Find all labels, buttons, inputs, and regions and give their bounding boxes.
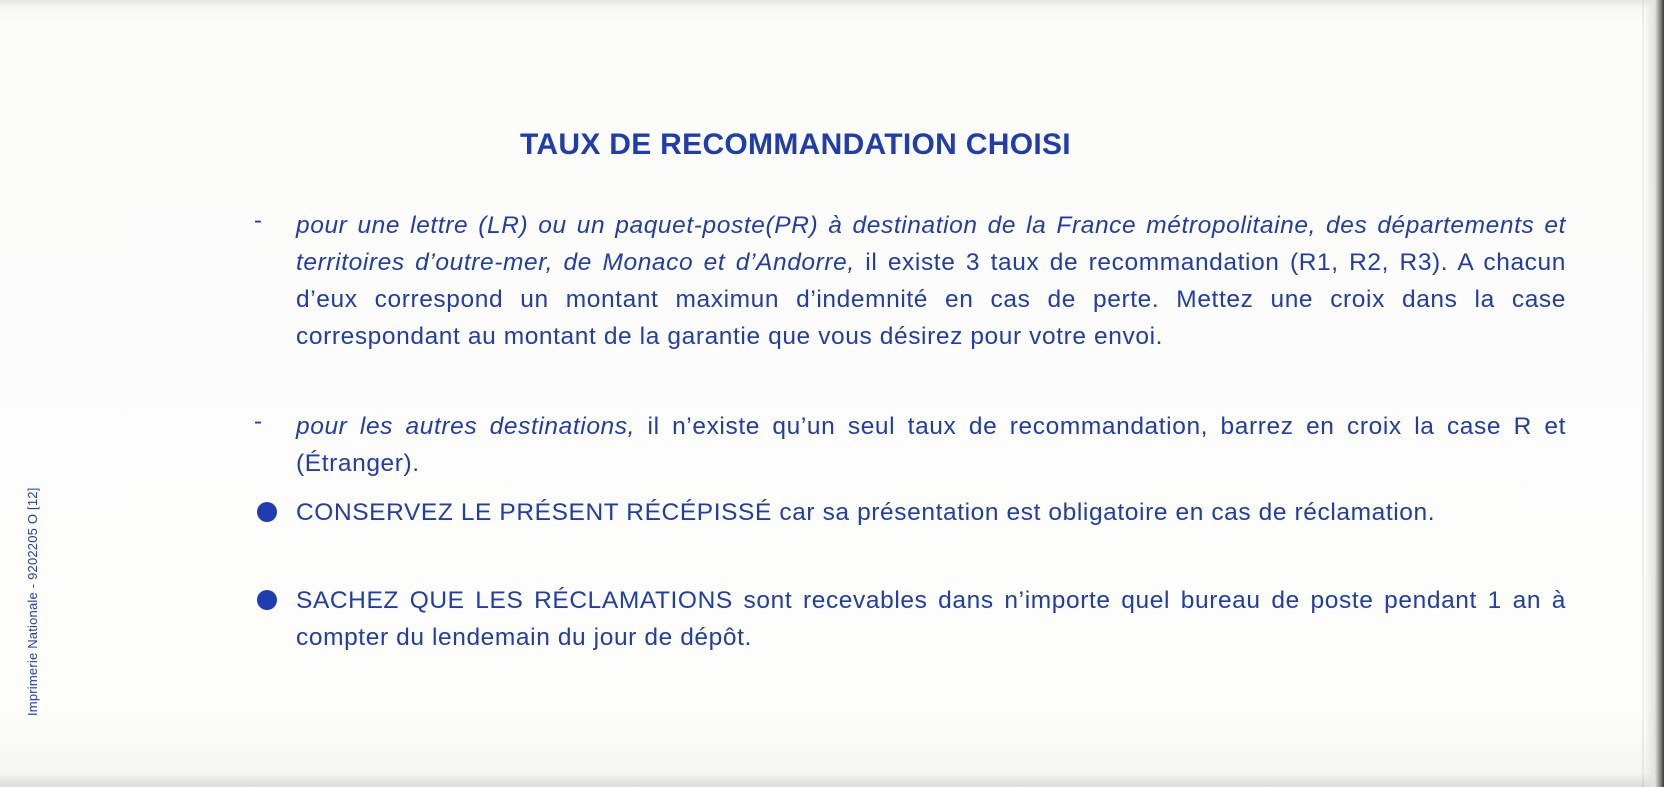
round-bullet-icon: [257, 590, 277, 610]
instruction-italic: pour les autres destinations,: [296, 413, 636, 440]
instruction-italic: pour une lettre (LR) ou un paquet-poste(PR) à destination de la France métropolitaine, des départements et territoires d’outre-mer, de Monaco et d’Andorre,: [296, 212, 1566, 276]
notice-lead: CONSERVEZ LE PRÉSENT RÉCÉPISSÉ: [296, 499, 772, 526]
notice-claims: [254, 582, 1614, 656]
round-bullet-icon: [257, 502, 277, 522]
paper-right-edge: [1644, 0, 1664, 787]
notice-normal: car sa présentation est obligatoire en cas de réclamation.: [771, 499, 1436, 526]
instruction-text: [296, 408, 1566, 482]
notice-keep-receipt: [254, 494, 1614, 531]
instruction-text: [296, 207, 1566, 355]
paper-top-edge: [0, 0, 1664, 8]
instruction-normal: il existe 3 taux de recommandation (R1, R2, R3). A chacun d’eux correspond un montant maximun d’indemnité en cas de perte. Mettez une croix dans la case correspondant au montant de la garantie que vous désirez pour votre envoi.: [296, 249, 1566, 350]
instruction-normal: il n’existe qu’un seul taux de recommandation, barrez en croix la case R et (Étranger).: [296, 413, 1566, 477]
page-title: TAUX DE RECOMMANDATION CHOISI: [520, 128, 1071, 161]
instruction-item-france: [254, 207, 1614, 355]
notice-normal: sont recevables dans n’importe quel bureau de poste pendant 1 an à compter du lendemain du jour de dépôt.: [296, 587, 1566, 651]
notice-text: [296, 582, 1566, 656]
dash-bullet: -: [254, 207, 262, 234]
printer-imprint-label: Imprimerie Nationale - 9202205 O [12]: [25, 487, 40, 716]
dash-bullet: -: [254, 408, 262, 435]
instruction-item-other-destinations: [254, 408, 1614, 482]
paper-bottom-edge: [0, 773, 1664, 787]
notice-lead: SACHEZ QUE LES RÉCLAMATIONS: [296, 587, 733, 614]
notice-text: [296, 494, 1566, 531]
